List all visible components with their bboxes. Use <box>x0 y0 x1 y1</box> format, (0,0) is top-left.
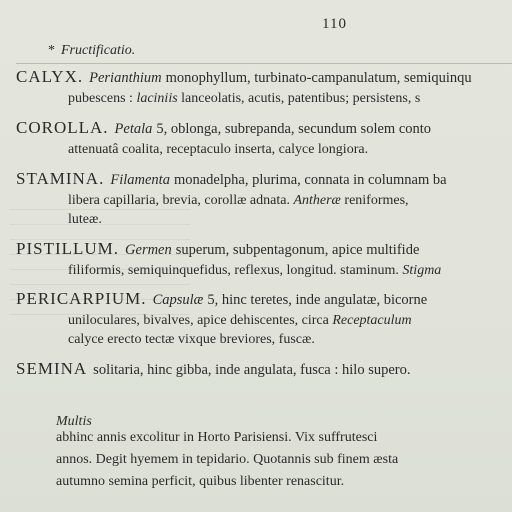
note-line1: abhinc annis excolitur in Horto Parisiensi. Vix suffrutesci <box>56 430 378 445</box>
entry-line2b: lanceolatis, acutis, patentibus; persistens, s <box>181 91 421 106</box>
entry-line2-italic: Antheræ <box>293 193 341 208</box>
section-heading <box>48 44 135 58</box>
note-line2: annos. Degit hyemem in tepidario. Quotannis sub finem æsta <box>56 452 399 467</box>
cultivation-note <box>56 414 398 490</box>
entry-line3: luteæ. <box>68 212 102 227</box>
entry-line2a: uniloculares, bivalves, apice dehiscentes, circa <box>68 313 329 328</box>
entry-line2a: filiformis, semiquinquefidus, reflexus, longitud. staminum. <box>68 263 399 278</box>
asterisk-mark: * <box>48 43 55 58</box>
entry-lead-italic: Germen <box>125 242 172 258</box>
entry-lead-italic: Filamenta <box>110 172 170 188</box>
entry-term: STAMINA. <box>16 169 105 188</box>
note-lead-italic: Multis <box>56 414 92 429</box>
heading-rule <box>16 63 512 64</box>
entry-line2-italic: Receptaculum <box>332 313 412 328</box>
entry-corolla <box>16 119 431 157</box>
section-heading-text: Fructificatio. <box>61 43 136 58</box>
page-number: 110 <box>322 16 347 32</box>
entry-line1: 5, oblonga, subrepanda, secundum solem conto <box>156 121 432 137</box>
entry-term: SEMINA <box>16 359 88 378</box>
entry-term: PISTILLUM. <box>16 239 120 258</box>
entry-stamina <box>16 170 447 227</box>
entry-line1: solitaria, hinc gibba, inde angulata, fusca : hilo supero. <box>93 362 411 378</box>
entry-line2a: attenuatâ coalita, receptaculo inserta, calyce longiora. <box>68 142 369 157</box>
entry-line1: superum, subpentagonum, apice multifide <box>175 242 420 258</box>
entry-line1: monadelpha, plurima, connata in columnam ba <box>173 172 447 188</box>
entry-line2-italic: laciniis <box>136 91 178 106</box>
entry-pericarpium <box>16 290 427 347</box>
entry-semina <box>16 360 410 378</box>
entry-lead-italic: Petala <box>114 121 153 137</box>
entry-line1: monophyllum, turbinato-campanulatum, semiquinqu <box>165 70 472 86</box>
entry-term: PERICARPIUM. <box>16 289 147 308</box>
entry-line2b: reniformes, <box>344 193 409 208</box>
entry-line3: calyce erecto tectæ vixque breviores, fuscæ. <box>68 332 315 347</box>
entry-calyx <box>16 68 472 106</box>
note-line3: autumno semina perficit, quibus libenter renascitur. <box>56 474 345 489</box>
entry-line2a: pubescens : <box>68 91 133 106</box>
entry-term: CALYX. <box>16 67 84 86</box>
entry-line2-italic: Stigma <box>402 263 442 278</box>
entry-line1: 5, hinc teretes, inde angulatæ, bicorne <box>207 292 428 308</box>
entry-pistillum <box>16 240 441 278</box>
entry-line2a: libera capillaria, brevia, corollæ adnata. <box>68 193 290 208</box>
entry-lead-italic: Perianthium <box>89 70 162 86</box>
entry-lead-italic: Capsulæ <box>152 292 204 308</box>
entry-term: COROLLA. <box>16 118 109 137</box>
